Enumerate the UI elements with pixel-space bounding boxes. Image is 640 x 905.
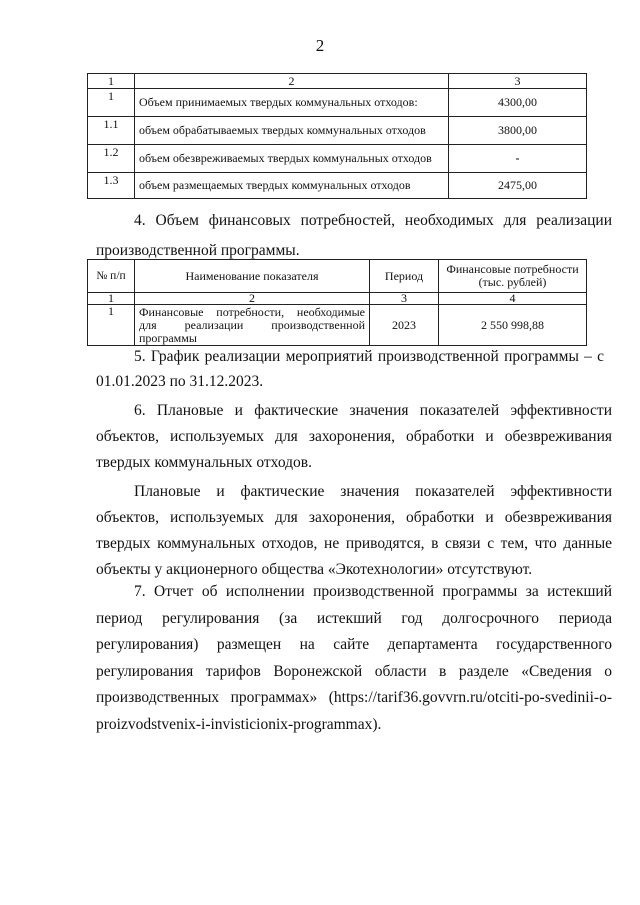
- row-name: объем размещаемых твердых коммунальных отходов: [135, 173, 449, 199]
- table-row: [88, 305, 587, 346]
- finance-table: [87, 259, 587, 346]
- section-6-heading: 6. Плановые и фактические значения показателей эффективности объектов, используемых для захоронения, обработки и обезвреживания твердых коммунальных отходов.: [96, 402, 612, 471]
- header-cell: 1: [88, 74, 135, 89]
- header-cell-number: № п/п: [88, 260, 135, 293]
- row-number: 1: [88, 89, 135, 117]
- row-name: Объем принимаемых твердых коммунальных отходов:: [135, 89, 449, 117]
- numbering-cell: 3: [370, 293, 439, 305]
- volume-table: [87, 73, 587, 199]
- table-header-row: [88, 260, 587, 293]
- row-number: 1: [88, 305, 135, 346]
- row-value: 3800,00: [449, 117, 587, 145]
- row-value: 2475,00: [449, 173, 587, 199]
- table-row: [88, 145, 587, 173]
- numbering-cell: 4: [439, 293, 587, 305]
- table-row: [88, 173, 587, 199]
- numbering-cell: 2: [135, 293, 370, 305]
- row-period: 2023: [370, 305, 439, 346]
- row-name: объем обрабатываемых твердых коммунальных отходов: [135, 117, 449, 145]
- row-number: 1.2: [88, 145, 135, 173]
- row-value: -: [449, 145, 587, 173]
- table-header-row: [88, 74, 587, 89]
- table-numbering-row: [88, 293, 587, 305]
- section-6-paragraph: Плановые и фактические значения показателей эффективности объектов, используемых для захоронения, обработки и обезвреживания твердых коммунальных отходов, не приводятся, в связи с тем, что данные объекты у акционерного общества «Экотехнологии» отсутствуют.: [96, 483, 612, 578]
- row-name: объем обезвреживаемых твердых коммунальных отходов: [135, 145, 449, 173]
- header-cell-finance: Финансовые потребности (тыс. рублей): [439, 260, 587, 293]
- row-number: 1.1: [88, 117, 135, 145]
- row-name: Финансовые потребности, необходимые для реализации производственной программы: [135, 305, 370, 346]
- table-row: [88, 89, 587, 117]
- section-5-paragraph: 5. График реализации мероприятий производственной программы – с 01.01.2023 по 31.12.2023.: [96, 348, 604, 390]
- numbering-cell: 1: [88, 293, 135, 305]
- header-cell-period: Период: [370, 260, 439, 293]
- row-value: 2 550 998,88: [439, 305, 587, 346]
- header-cell: 3: [449, 74, 587, 89]
- page-number: 2: [315, 36, 325, 55]
- section-4-heading: 4. Объем финансовых потребностей, необходимых для реализации производственной программы.: [96, 212, 612, 259]
- table-row: [88, 117, 587, 145]
- header-cell-name: Наименование показателя: [135, 260, 370, 293]
- row-value: 4300,00: [449, 89, 587, 117]
- header-cell: 2: [135, 74, 449, 89]
- section-7-paragraph: 7. Отчет об исполнении производственной программы за истекший период регулирования (за истекший год долгосрочного периода регулирования) размещен на сайте департамента государственного регулирования тарифов Воронежской области в разделе «Сведения о производственных программах» (https://tarif36.govvrn.ru/otciti-po-svedinii-o-proizvodstvenix-i-invisticionix-programmax).: [96, 583, 612, 733]
- row-number: 1.3: [88, 173, 135, 199]
